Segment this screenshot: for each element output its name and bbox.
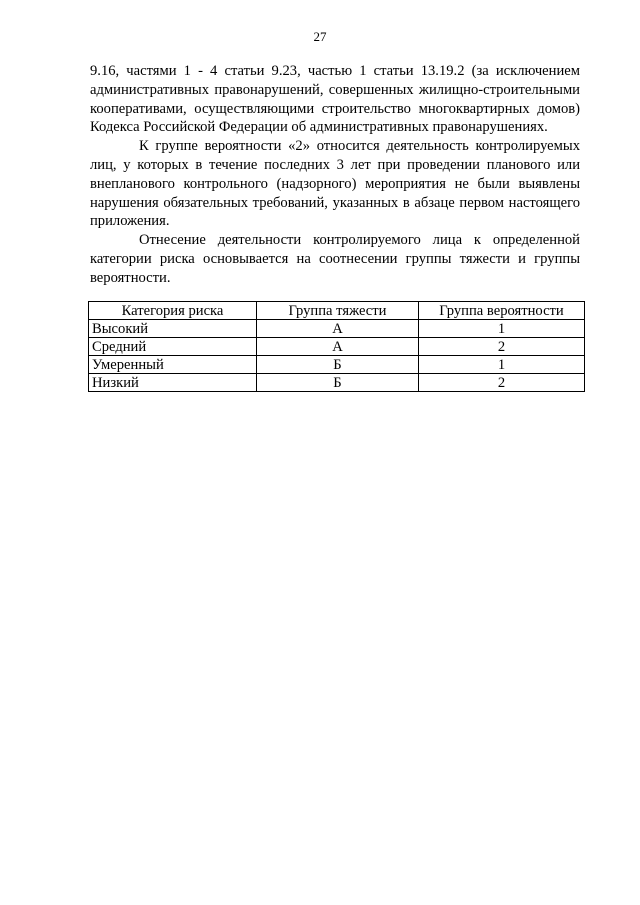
severity-group-cell: А	[257, 338, 419, 356]
probability-group-cell: 2	[419, 338, 585, 356]
page-number: 27	[313, 29, 327, 44]
header-severity-group: Группа тяжести	[257, 302, 419, 320]
header-probability-group: Группа вероятности	[419, 302, 585, 320]
risk-category-table	[88, 301, 585, 392]
risk-category-cell: Умеренный	[89, 356, 257, 374]
severity-group-cell: Б	[257, 356, 419, 374]
table-header-row	[89, 302, 585, 320]
severity-group-cell: А	[257, 320, 419, 338]
table-row	[89, 356, 585, 374]
probability-group-cell: 1	[419, 320, 585, 338]
body-text	[90, 62, 580, 288]
table-row	[89, 338, 585, 356]
header-risk-category: Категория риска	[89, 302, 257, 320]
table-row	[89, 320, 585, 338]
probability-group-cell: 2	[419, 374, 585, 392]
paragraph-risk-category-assignment: Отнесение деятельности контролируемого лица к определенной категории риска основывается на соотнесении группы тяжести и группы вероятности.	[90, 232, 580, 286]
paragraph-continuation: 9.16, частями 1 - 4 статьи 9.23, частью 1 статьи 13.19.2 (за исключением административных правонарушений, совершенных жилищно-строительными кооперативами, осуществляющими строительство многоквартирных домов) Кодекса Российской Федерации об административных правонарушениях.	[90, 63, 580, 136]
risk-category-cell: Высокий	[89, 320, 257, 338]
table-row	[89, 374, 585, 392]
risk-category-cell: Низкий	[89, 374, 257, 392]
risk-category-cell: Средний	[89, 338, 257, 356]
paragraph-probability-group-2: К группе вероятности «2» относится деятельность контролируемых лиц, у которых в течение последних 3 лет при проведении планового или внепланового контрольного (надзорного) мероприятия не были выявлены нарушения обязательных требований, указанных в абзаце первом настоящего приложения.	[90, 138, 580, 230]
severity-group-cell: Б	[257, 374, 419, 392]
probability-group-cell: 1	[419, 356, 585, 374]
